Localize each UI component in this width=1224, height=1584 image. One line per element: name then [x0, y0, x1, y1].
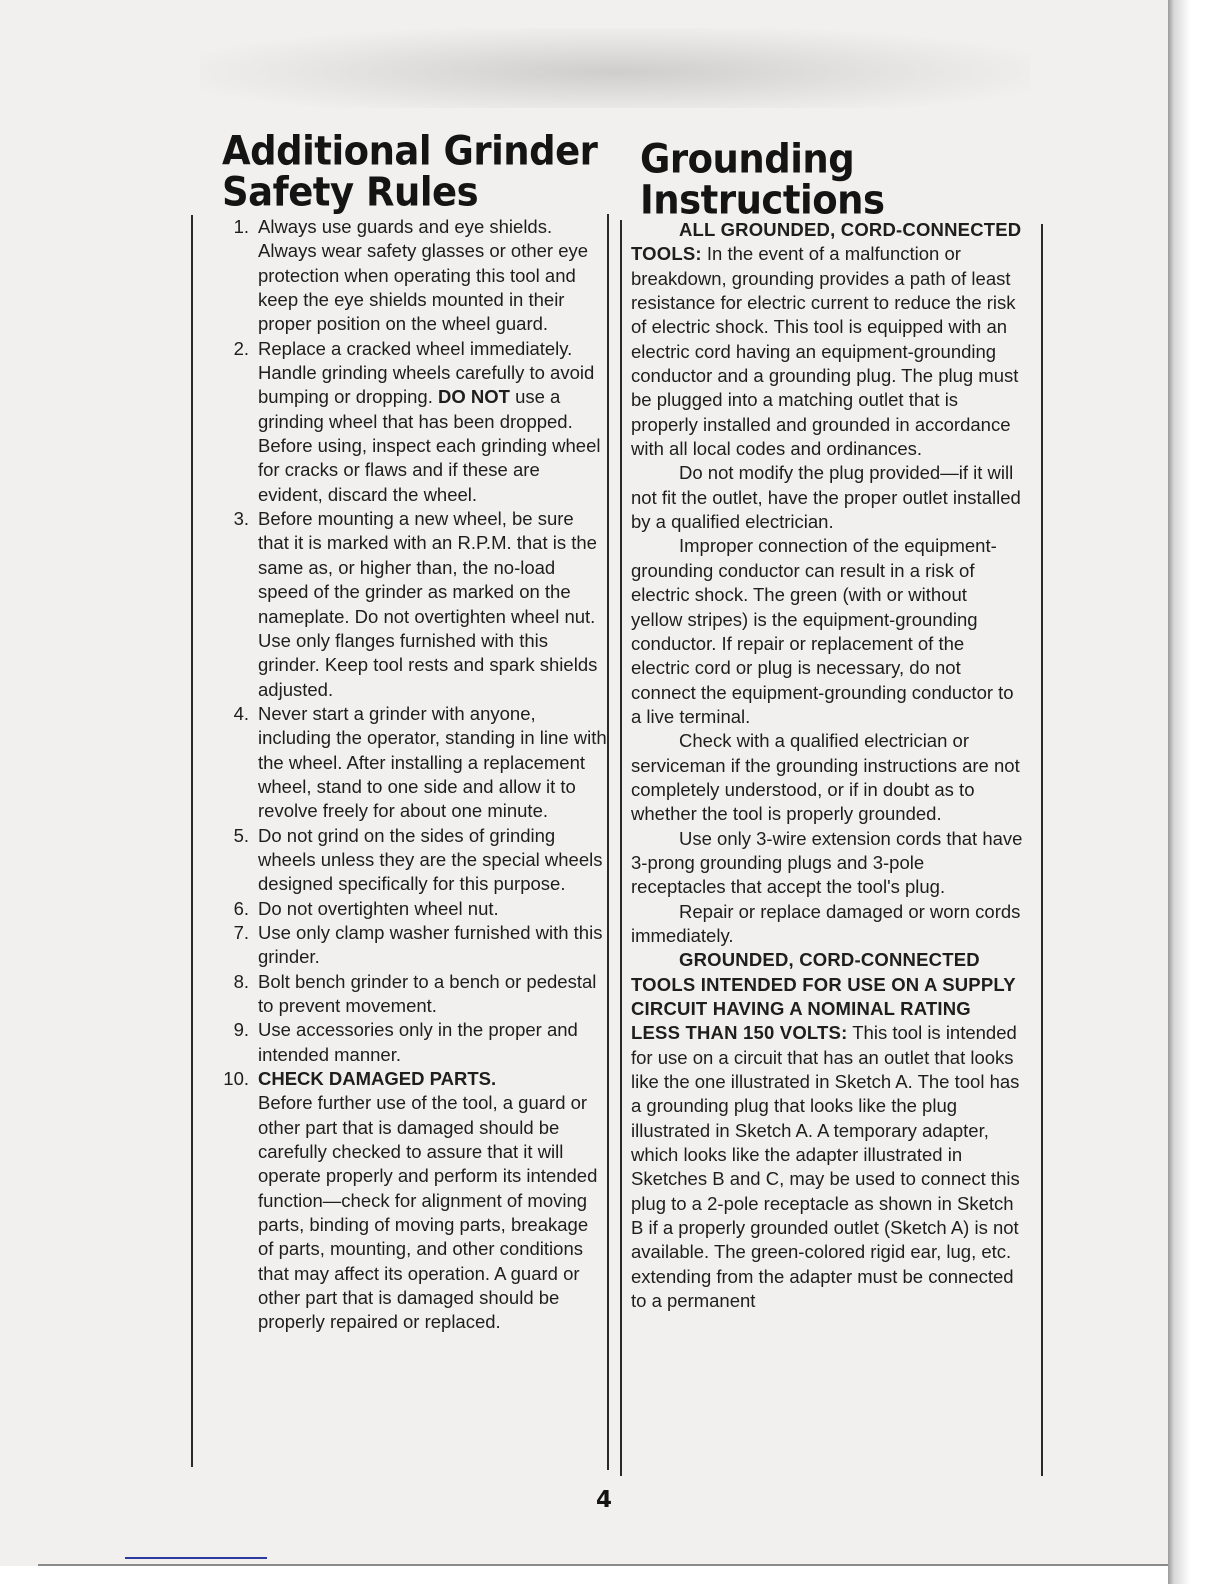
safety-rule-number: 7. [233, 921, 249, 943]
grounded-tools-lead: ALL GROUNDED, CORD-CONNECTED TOOLS: [631, 219, 1022, 265]
right-column-rule-left [620, 220, 622, 1476]
grounding-paragraph-text: This tool is intended for use on a circuit that has an outlet that looks like the one illustrated in Sketch A. The tool has a grounding plug that looks like the plug illustrated in Sketch A. A temporary adapter, which looks like the adapter illustrated in Sketches B and C, may be used to connect this plug to a 2-pole receptacle as shown in Sketch B if a properly grounded outlet (Sketch A) is not available. The green-colored rigid ear, lug, etc. extending from the adapter must be connected to a permanent [631, 1022, 1020, 1312]
safety-rules-heading-line1: Additional Grinder [222, 127, 598, 175]
safety-rule-text: Use accessories only in the proper and intended manner. [258, 1019, 578, 1065]
safety-rule-item [207, 337, 607, 507]
safety-rule-text: Before mounting a new wheel, be sure that it is marked with an R.P.M. that is the same as, or higher than, the no-load speed of the grinder as marked on the nameplate. Do not overtighten wheel nut. Use only flanges furnished with this grinder. Keep tool rests and spark shields adjusted. [258, 508, 598, 700]
right-column-rule-right [1041, 224, 1043, 1476]
safety-rules-heading-line2: Safety Rules [222, 168, 479, 216]
bottom-blue-mark [125, 1557, 267, 1559]
page-bottom-edge [38, 1564, 1168, 1566]
grounding-paragraph: Check with a qualified electrician or serviceman if the grounding instructions are not completely understood, or if in doubt as to whether the tool is properly grounded. [631, 730, 1020, 825]
safety-rule-item [207, 507, 607, 702]
grounding-paragraph: Do not modify the plug provided—if it will not fit the outlet, have the proper outlet installed by a qualified electrician. [631, 462, 1021, 533]
safety-rule-text [258, 338, 600, 505]
grounding-paragraph [631, 948, 1023, 1313]
voltage-rating-lead: GROUNDED, CORD-CONNECTED TOOLS INTENDED FOR USE ON A SUPPLY CIRCUIT HAVING A NOMINAL RATING LESS THAN 150 VOLTS: [631, 949, 1016, 1044]
safety-rule-item [207, 215, 607, 337]
grounding-heading-line1: Grounding [640, 135, 855, 183]
grounding-paragraph: Repair or replace damaged or worn cords immediately. [631, 900, 1021, 946]
show-through-texture [200, 28, 1030, 108]
safety-rule-text: Use only clamp washer furnished with this grinder. [258, 921, 603, 968]
safety-rule-item [207, 1018, 607, 1067]
safety-rule-number: 8. [233, 970, 249, 992]
safety-rule-text-part: use a grinding wheel that has been dropped. Before using, inspect each grinding wheel for cracks or flaws and if these are evident, discard the wheel. [258, 386, 601, 505]
left-column-rule-left [191, 215, 193, 1467]
safety-rules-heading [222, 127, 598, 216]
safety-rule-item [207, 1067, 607, 1335]
safety-rule-item [207, 970, 607, 1019]
grounding-paragraph-text: In the event of a malfunction or breakdown, grounding provides a path of least resistance for electric current to reduce the risk of electric shock. This tool is equipped with an electric cord having an equipment-grounding conductor and a grounding plug. The plug must be plugged into a matching outlet that is properly installed and grounded in accordance with all local codes and ordinances. [631, 243, 1019, 460]
safety-rule-number: 9. [233, 1019, 249, 1041]
page-edge-shadow [1168, 0, 1224, 1584]
grounding-heading-line2: Instructions [640, 176, 885, 224]
safety-rule-number: 3. [233, 508, 249, 530]
page-number: 4 [595, 1487, 612, 1513]
safety-rule-number: 6. [233, 897, 249, 919]
grounding-heading [640, 135, 885, 224]
safety-rule-item [207, 824, 607, 897]
safety-rule-text-part: Replace a cracked wheel immediately. Handle grinding wheels carefully to avoid bumping or dropping. [258, 337, 595, 408]
safety-rules-list [207, 215, 607, 1335]
safety-rule-item [207, 921, 607, 970]
safety-rule-number: 10. [223, 1068, 249, 1090]
safety-rule-number: 5. [233, 824, 249, 846]
safety-rule-number: 4. [233, 702, 249, 724]
do-not-emphasis: DO NOT [437, 386, 510, 408]
safety-rule-text: Do not grind on the sides of grinding wheels unless they are the special wheels designed specifically for this purpose. [258, 824, 603, 895]
grounding-paragraph: Improper connection of the equipment-grounding conductor can result in a risk of electric shock. The green (with or without yellow stripes) is the equipment-grounding conductor. If repair or replacement of the electric cord or plug is necessary, do not connect the equipment-grounding conductor to a live terminal. [631, 535, 1014, 727]
safety-rule-text: Bolt bench grinder to a bench or pedestal to prevent movement. [258, 970, 597, 1016]
safety-rule-number: 2. [233, 337, 249, 359]
grounding-instructions-body [631, 218, 1023, 1313]
left-column-rule-right [607, 214, 609, 1470]
safety-rule-number: 1. [233, 216, 249, 237]
grounding-paragraph: Use only 3-wire extension cords that have 3-prong grounding plugs and 3-pole receptacles that accept the tool's plug. [631, 827, 1023, 898]
safety-rule-text: Do not overtighten wheel nut. [258, 897, 499, 919]
safety-rule-text-part: Before further use of the tool, a guard or other part that is damaged should be carefully checked to assure that it will operate properly and perform its intended function—check for alignment of moving parts, binding of moving parts, breakage of parts, mounting, and other conditions that may affect its operation. A guard or other part that is damaged should be properly repaired or replaced. [258, 1092, 598, 1333]
safety-rule-text: Always use guards and eye shields. Always wear safety glasses or other eye protection when operating this tool and keep the eye shields mounted in their proper position on the wheel guard. [258, 216, 589, 335]
grounding-paragraph [631, 218, 1023, 461]
safety-rule-item [207, 897, 607, 921]
safety-rule-text [258, 1068, 597, 1332]
safety-rule-text: Never start a grinder with anyone, including the operator, standing in line with the wheel. After installing a replacement wheel, stand to one side and allow it to revolve freely for about one minute. [258, 702, 607, 822]
safety-rule-item [207, 702, 607, 824]
check-damaged-parts-heading: CHECK DAMAGED PARTS. [258, 1068, 497, 1090]
